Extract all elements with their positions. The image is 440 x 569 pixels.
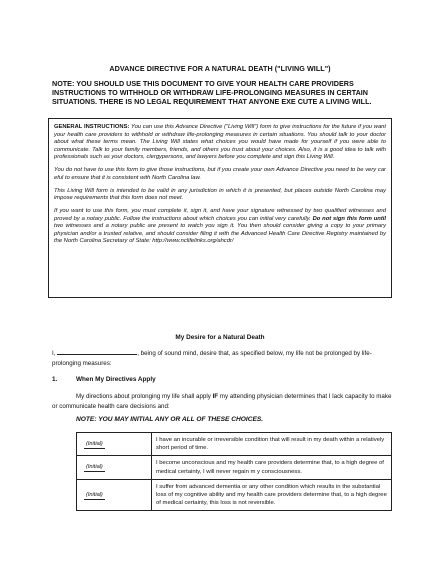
section-1-text-b: my attending physician determines that I lack capacity to make or communicate health care decisions and: bbox=[52, 393, 392, 410]
instructions-text-4a: If you want to use this form, you must complete it, sign it, and have your signature witnessed by two qualified witnesses and proved by a notary public. Follow the instructions about which choices you can initial very carefully. bbox=[54, 207, 386, 222]
declarant-statement bbox=[52, 348, 392, 368]
initial-cell bbox=[77, 456, 152, 479]
choice-row bbox=[77, 479, 392, 511]
initial-cell bbox=[77, 433, 152, 456]
instructions-heading: GENERAL INSTRUCTIONS: bbox=[54, 124, 130, 130]
section-1-if: IF bbox=[212, 393, 219, 400]
instructions-paragraph-2: You do not have to use this form to give those instructions, but if you create your own Advance Directive you need to be very car eful to ensure that it is consistent with North Carolina law. bbox=[54, 167, 386, 181]
section-1-text-a: My directions about prolonging my life shall apply bbox=[76, 393, 211, 400]
instructions-paragraph-1 bbox=[54, 124, 386, 162]
choice-text: I suffer from advanced dementia or any other condition which results in the substantial loss of my cognitive ability and my health care providers determine that, to a high degree of medical certainty, this loss is not reversible. bbox=[152, 479, 392, 511]
instructions-text-4b: two witnesses and a notary public are present to watch you sign it. You then should consider giving a copy to your primary physician and/or a trusted relative, and should consider filing it with the Advanced Health Care Directive Registry maintained by the North Carolina Secretary of State: http://www.nclifelinks.org/ahcdr/ bbox=[54, 223, 386, 245]
instructions-paragraph-3: This Living Will form is intended to be valid in any jurisdiction in which it is presented, but places outside North Carolina may impose requirements that this form does not meet. bbox=[54, 187, 386, 202]
choice-row bbox=[77, 433, 392, 456]
declarant-suffix: , being of sound mind, desire that, as specified below, my life not be prolonged by life-prolonging measures: bbox=[52, 350, 372, 367]
choice-text: I have an incurable or irreversible condition that will result in my death within a relatively short period of time. bbox=[152, 433, 392, 456]
section-title: My Desire for a Natural Death bbox=[175, 334, 265, 341]
choice-text: I become unconscious and my health care providers determine that, to a high degree of medical certainty, I will never regain m y consciousness. bbox=[152, 456, 392, 479]
initial-field[interactable]: (Initial) bbox=[84, 463, 105, 472]
choices-table bbox=[76, 432, 392, 511]
document-title: ADVANCE DIRECTIVE FOR A NATURAL DEATH ("LIVING WILL") bbox=[109, 64, 331, 73]
instructions-paragraph-4 bbox=[54, 208, 386, 246]
choice-row bbox=[77, 456, 392, 479]
initial-field[interactable]: (Initial) bbox=[84, 440, 105, 449]
instructions-text-1: You can use this Advance Directive ("Living Will") form to give instructions for the future if you want your health care providers to withhold or withdraw life-prolonging measures in certain situations. You should talk to your doctor about what these terms mean. The Living Will states what choices you would have made for yourself if you were able to communicate. Talk to your family members, friends, and others you trust about your choices. Also, it is a good idea to talk with professionals such as your doctors, clergypersons, and lawyers before you complete and sign this Living Will. bbox=[54, 124, 387, 161]
declarant-name-field[interactable] bbox=[57, 348, 137, 355]
general-instructions-box bbox=[48, 118, 392, 298]
top-note: NOTE: YOU SHOULD USE THIS DOCUMENT TO GIVE YOUR HEALTH CARE PROVIDERS INSTRUCTIONS TO WITHHOLD OR WITHDRAW LIFE-PROLONGING MEASURES IN CERTAIN SITUATIONS. THERE IS NO LEGAL REQUIREMENT THAT ANYONE EXE CUTE A LIVING WILL. bbox=[52, 79, 372, 107]
section-1-text bbox=[52, 392, 392, 411]
initial-note: NOTE: YOU MAY INITIAL ANY OR ALL OF THESE CHOICES. bbox=[76, 416, 264, 423]
initial-cell bbox=[77, 479, 152, 511]
declarant-prefix: I, bbox=[52, 350, 56, 357]
section-1-number: 1. bbox=[52, 376, 58, 383]
section-1-heading: When My Directives Apply bbox=[76, 376, 156, 383]
initial-field[interactable]: (Initial) bbox=[84, 491, 105, 500]
instructions-warning: Do not sign this form until bbox=[312, 215, 386, 222]
